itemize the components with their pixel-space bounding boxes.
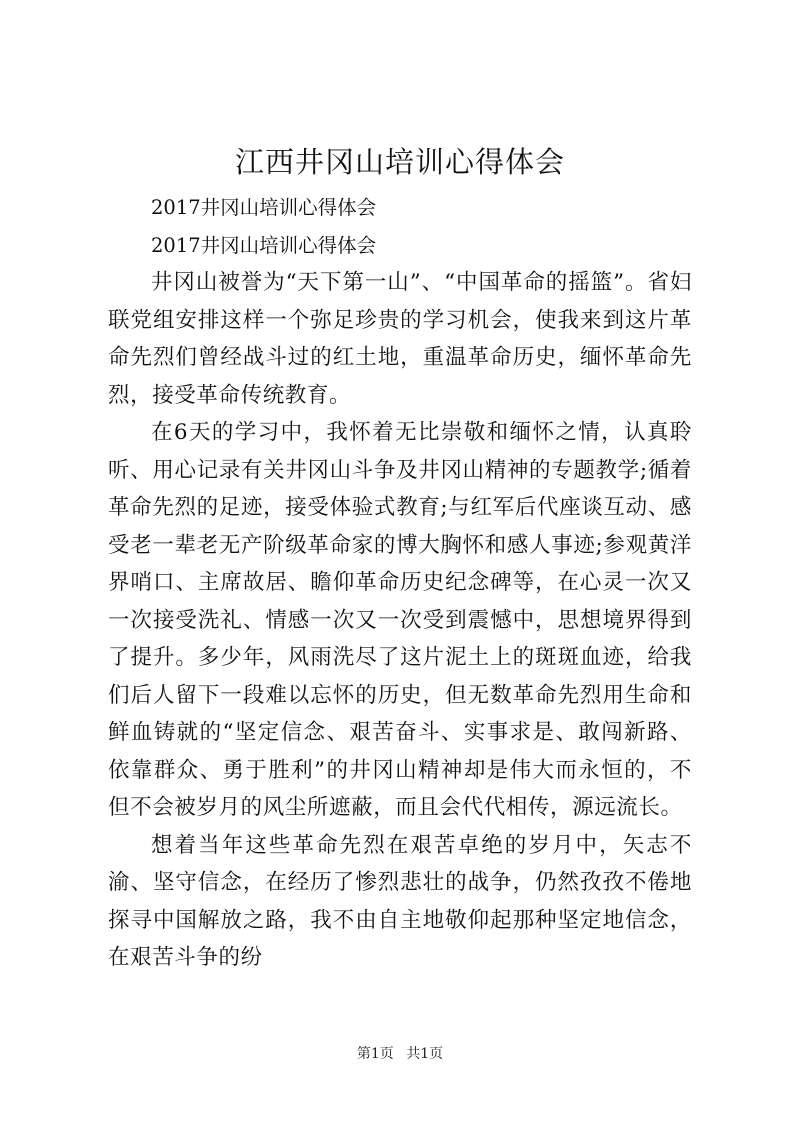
page-count: 共1页	[406, 1046, 444, 1062]
body-paragraph: 在6天的学习中，我怀着无比崇敬和缅怀之情，认真聆听、用心记录有关井冈山斗争及井冈山精神的专题教学;循着革命先烈的足迹，接受体验式教育;与红军后代座谈互动、感受老一辈老无产阶级革命家的博大胸怀和感人事迹;参观黄洋界哨口、主席故居、瞻仰革命历史纪念碑等，在心灵一次又一次接受洗礼、情感一次又一次受到震憾中，思想境界得到了提升。多少年，风雨洗尽了这片泥土上的斑斑血迹，给我们后人留下一段难以忘怀的历史，但无数革命先烈用生命和鲜血铸就的“坚定信念、艰苦奋斗、实事求是、敢闯新路、依靠群众、勇于胜利”的井冈山精神却是伟大而永恒的，不但不会被岁月的风尘所遮蔽，而且会代代相传，源远流长。	[108, 420, 692, 820]
document-body	[108, 189, 692, 977]
subtitle-line: 2017井冈山培训心得体会	[151, 196, 377, 219]
page-number: 第1页	[356, 1046, 394, 1062]
body-paragraph: 想着当年这些革命先烈在艰苦卓绝的岁月中，矢志不渝、坚守信念，在经历了惨烈悲壮的战争，仍然孜孜不倦地探寻中国解放之路，我不由自主地敬仰起那种坚定地信念，在艰苦斗争的纷	[108, 832, 692, 970]
page-footer	[0, 1044, 800, 1064]
body-paragraph: 井冈山被誉为“天下第一山”、“中国革命的摇篮”。省妇联党组安排这样一个弥足珍贵的学习机会，使我来到这片革命先烈们曾经战斗过的红土地，重温革命历史，缅怀革命先烈，接受革命传统教育。	[108, 270, 692, 408]
document-title: 江西井冈山培训心得体会	[234, 145, 565, 179]
subtitle-line: 2017井冈山培训心得体会	[151, 233, 377, 257]
